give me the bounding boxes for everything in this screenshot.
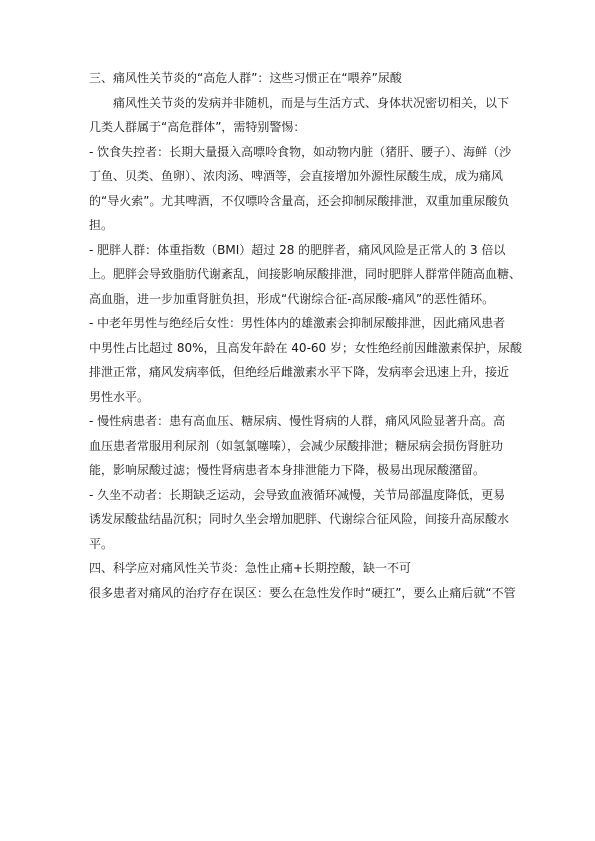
list-item-diet bbox=[89, 140, 512, 238]
list-item-line: 的“导火索”。尤其啤酒，不仅嘌呤含量高，还会抑制尿酸排泄，双重加重尿酸负 bbox=[89, 193, 510, 208]
list-item-line: 丁鱼、贝类、鱼卵）、浓肉汤、啤酒等，会直接增加外源性尿酸生成，成为痛风 bbox=[89, 169, 504, 183]
document-page bbox=[89, 66, 522, 605]
list-item-line: 诱发尿酸盐结晶沉积；同时久坐会增加肥胖、代谢综合征风险，间接升高尿酸水 bbox=[89, 512, 510, 526]
section-3-intro-line: 几类人群属于“高危群体”，需特别警惕： bbox=[89, 120, 306, 134]
list-item-line: - 饮食失控者：长期大量摄入高嘌呤食物，如动物内脏（猪肝、腰子）、海鲜（沙 bbox=[89, 144, 512, 159]
list-item-obesity bbox=[89, 238, 522, 312]
list-item-sedentary bbox=[89, 483, 510, 557]
list-item-line: 能，影响尿酸过滤；慢性肾病患者本身排泄能力下降，极易出现尿酸潴留。 bbox=[89, 463, 486, 477]
list-item-line: 男性水平。 bbox=[89, 389, 150, 404]
list-item-line: - 肥胖人群：体重指数（BMI）超过 28 的肥胖者，痛风风险是正常人的 3 倍以 bbox=[89, 242, 506, 257]
list-item-age-gender bbox=[89, 311, 522, 409]
list-item-chronic-disease bbox=[89, 409, 507, 483]
section-3-intro-line: 痛风性关节炎的发病并非随机，而是与生活方式、身体状况密切相关，以下 bbox=[113, 95, 510, 110]
list-item-line: - 久坐不动者：长期缺乏运动，会导致血液循环减慢，关节局部温度降低，更易 bbox=[89, 487, 506, 502]
list-item-line: 高血脂，进一步加重肾脏负担，形成“代谢综合征-高尿酸-痛风”的恶性循环。 bbox=[89, 291, 495, 306]
list-item-line: 排泄正常，痛风发病率低，但绝经后雌激素水平下降，发病率会迅速上升，接近 bbox=[89, 365, 510, 379]
list-item-line: 血压患者常服用利尿剂（如氢氯噻嗪），会减少尿酸排泄；糖尿病会损伤肾脏功 bbox=[89, 438, 504, 453]
section-3-heading: 三、痛风性关节炎的“高危人群”：这些习惯正在“喂养”尿酸 bbox=[89, 71, 402, 85]
list-item-line: - 慢性病患者：患有高血压、糖尿病、慢性肾病的人群，痛风风险显著升高。高 bbox=[89, 414, 506, 428]
section-4-heading: 四、科学应对痛风性关节炎：急性止痛+长期控酸，缺一不可 bbox=[89, 561, 412, 575]
list-item-line: 上。肥胖会导致脂肪代谢紊乱，间接影响尿酸排泄，同时肥胖人群常伴随高血糖、 bbox=[89, 267, 522, 281]
list-item-line: - 中老年男性与绝经后女性：男性体内的雄激素会抑制尿酸排泄，因此痛风患者 bbox=[89, 316, 506, 330]
section-4-intro-line: 很多患者对痛风的治疗存在误区：要么在急性发作时“硬扛”，要么止痛后就“不管 bbox=[89, 585, 516, 600]
list-item-line: 中男性占比超过 80%，且高发年龄在 40-60 岁；女性绝经前因雌激素保护，尿酸 bbox=[89, 340, 522, 355]
list-item-line: 平。 bbox=[89, 536, 114, 551]
list-item-line: 担。 bbox=[89, 218, 114, 232]
